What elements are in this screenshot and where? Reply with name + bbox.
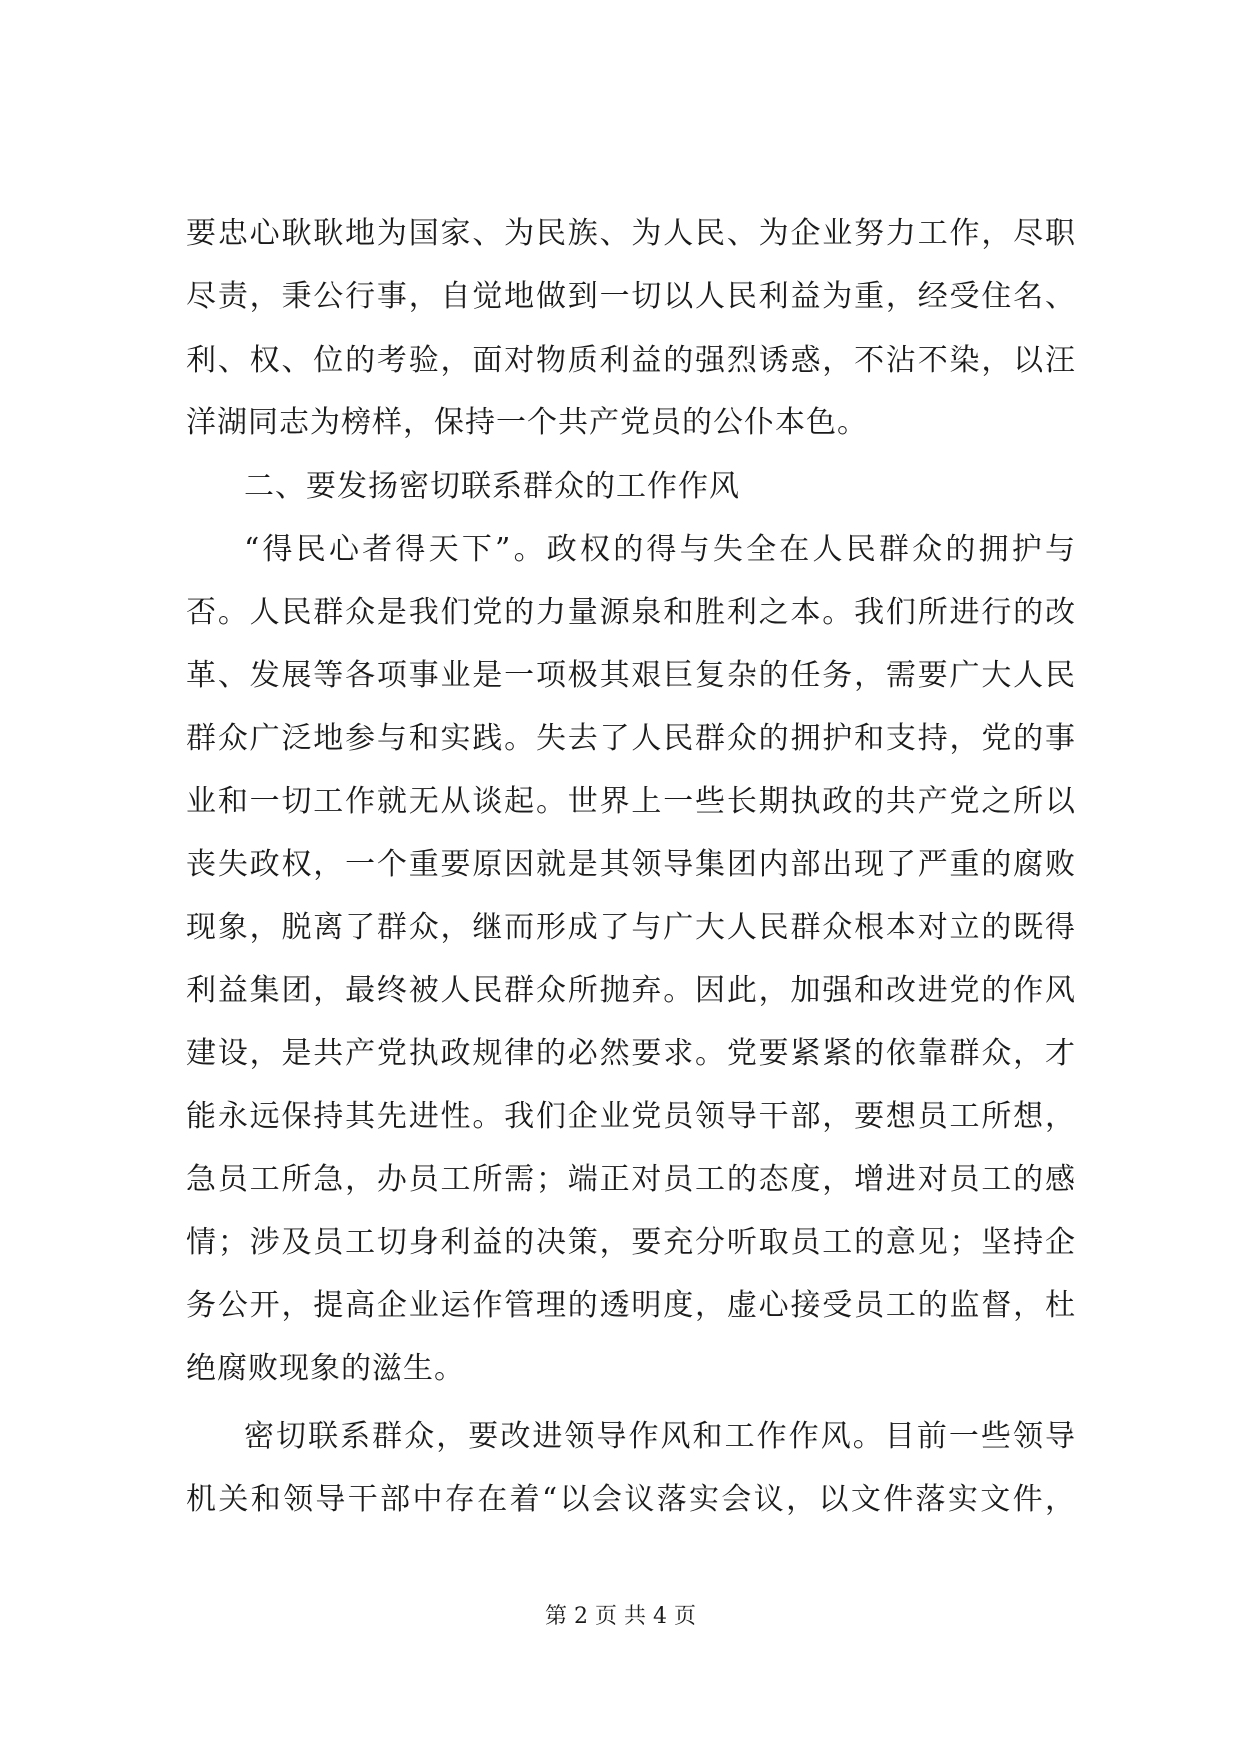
- text-line: 利益集团，最终被人民群众所抛弃。因此，加强和改进党的作风: [186, 973, 1076, 1008]
- text-line: 洋湖同志为榜样，保持一个共产党员的公仆本色。: [186, 405, 868, 440]
- text-line: 情；涉及员工切身利益的决策，要充分听取员工的意见；坚持企: [186, 1225, 1076, 1260]
- text-line: 否。人民群众是我们党的力量源泉和胜利之本。我们所进行的改: [186, 595, 1076, 630]
- text-line: 能永远保持其先进性。我们企业党员领导干部，要想员工所想，: [186, 1099, 1076, 1134]
- page-footer: 第 2 页 共 4 页: [545, 1604, 696, 1629]
- text-line: 密切联系群众，要改进领导作风和工作作风。目前一些领导: [244, 1419, 1076, 1454]
- text-line: 绝腐败现象的滋生。: [186, 1351, 465, 1386]
- text-line: 要忠心耿耿地为国家、为民族、为人民、为企业努力工作，尽职: [186, 216, 1076, 251]
- text-line: 建设，是共产党执政规律的必然要求。党要紧紧的依靠群众，才: [186, 1036, 1076, 1071]
- text-line: 务公开，提高企业运作管理的透明度，虚心接受员工的监督，杜: [186, 1288, 1076, 1323]
- text-line: “得民心者得天下”。政权的得与失全在人民群众的拥护与: [244, 532, 1076, 567]
- section-heading: 二、要发扬密切联系群众的工作作风: [244, 469, 740, 504]
- text-line: 群众广泛地参与和实践。失去了人民群众的拥护和支持，党的事: [186, 721, 1076, 756]
- text-line: 业和一切工作就无从谈起。世界上一些长期执政的共产党之所以: [186, 784, 1076, 819]
- text-line: 急员工所急，办员工所需；端正对员工的态度，增进对员工的感: [186, 1162, 1076, 1197]
- text-line: 机关和领导干部中存在着“以会议落实会议，以文件落实文件，: [186, 1482, 1076, 1517]
- text-line: 丧失政权，一个重要原因就是其领导集团内部出现了严重的腐败: [186, 847, 1076, 882]
- text-line: 尽责，秉公行事，自觉地做到一切以人民利益为重，经受住名、: [186, 279, 1076, 314]
- text-line: 现象，脱离了群众，继而形成了与广大人民群众根本对立的既得: [186, 910, 1076, 945]
- text-line: 革、发展等各项事业是一项极其艰巨复杂的任务，需要广大人民: [186, 658, 1076, 693]
- text-line: 利、权、位的考验，面对物质利益的强烈诱惑，不沾不染，以汪: [186, 343, 1076, 378]
